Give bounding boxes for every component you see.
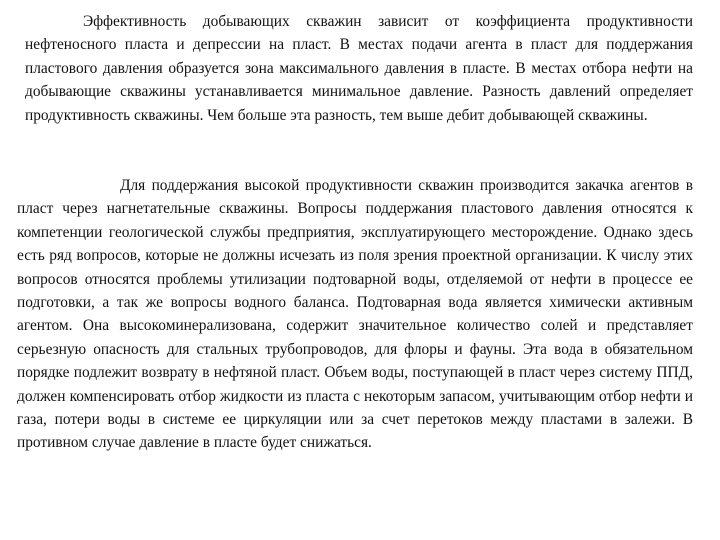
paragraph-pressure-maintenance: Для поддержания высокой продуктивности скважин производится закачка агентов в пласт через нагнетательные скважины. Вопросы поддержания пластового давления относятся к компетенции геологической службы предприятия, эксплуатирующего месторождение. Однако здесь есть ряд вопросов, которые не должны исчезать из поля зрения проектной организации. К числу этих вопросов относятся проблемы утилизации подтоварной воды, отделяемой от нефти в процессе ее подготовки, а так же вопросы водного баланса. Подтоварная вода является химически активным агентом. Она высокоминерализована, содержит значительное количество солей и представляет серьезную опасность для стальных трубопроводов, для флоры и фауны. Эта вода в обязательном порядке подлежит возврату в нефтяной пласт. Объем воды, поступающей в пласт через систему ППД, должен компенсировать отбор жидкости из пласта с некоторым запасом, учитывающим отбор нефти и газа, потери воды в системе ее циркуляции или за счет перетоков между пластами в залежи. В противном случае давление в пласте будет снижаться. xyxy=(17,177,693,452)
paragraph-efficiency: Эффективность добывающих скважин зависит от коэффициента продуктивности нефтеносного пласта и депрессии на пласт. В местах подачи агента в пласт для поддержания пластового давления образуется зона максимального давления в пласте. В местах отбора нефти на добывающие скважины устанавливается минимальное давление. Разность давлений определяет продуктивность скважины. Чем больше эта разность, тем выше дебит добывающей скважины. xyxy=(25,13,693,124)
